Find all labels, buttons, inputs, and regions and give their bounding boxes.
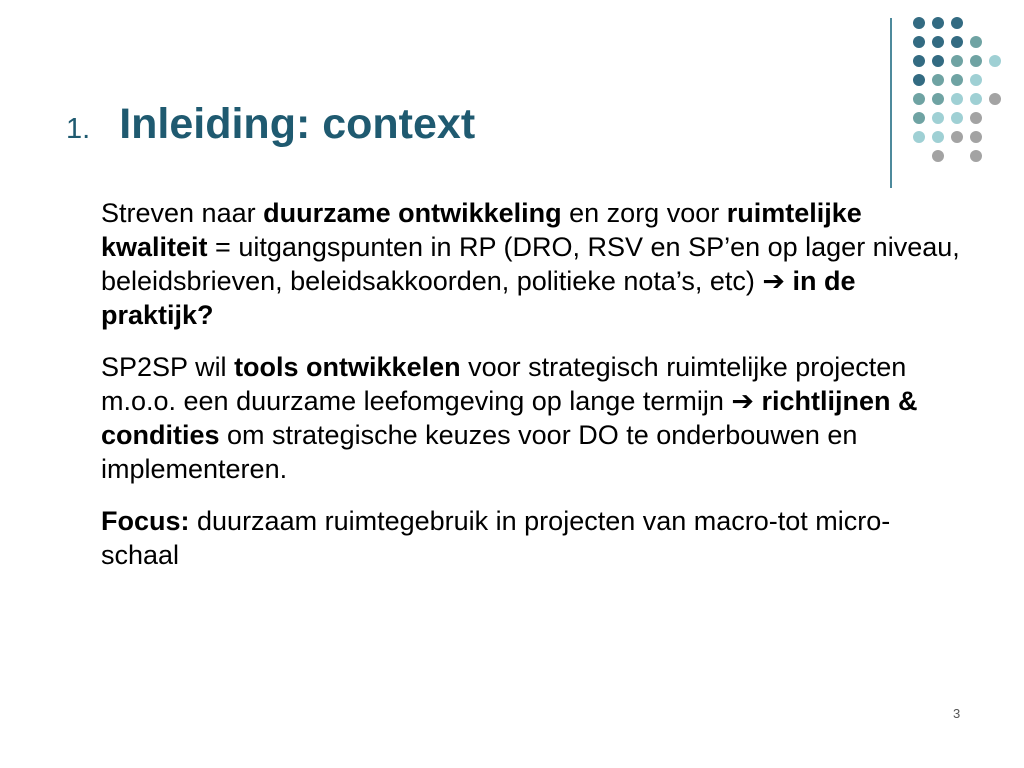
decorative-dot	[932, 112, 944, 124]
decorative-dot	[989, 55, 1001, 67]
text-fragment: duurzaam ruimtegebruik in projecten van macro-tot micro-schaal	[101, 506, 891, 570]
paragraph-focus	[101, 504, 961, 572]
decorative-dot	[932, 150, 944, 162]
text-fragment: en zorg voor	[561, 198, 727, 228]
decorative-dot	[951, 93, 963, 105]
text-fragment: SP2SP wil	[101, 352, 235, 382]
decorative-dot	[913, 55, 925, 67]
slide-page-number: 3	[953, 706, 961, 721]
decorative-dot	[970, 150, 982, 162]
text-fragment: om strategische keuzes voor DO te onderbouwen en implementeren.	[101, 420, 858, 484]
decorative-dot	[970, 74, 982, 86]
decorative-dot	[932, 131, 944, 143]
decorative-dot	[932, 93, 944, 105]
arrow-icon: ➔	[731, 386, 754, 416]
decorative-dot	[951, 17, 963, 29]
emphasis-duurzame-ontwikkeling: duurzame ontwikkeling	[263, 198, 562, 228]
decorative-dot-grid	[0, 0, 1024, 190]
decorative-dot	[913, 93, 925, 105]
decorative-dot	[932, 55, 944, 67]
decorative-dot	[951, 112, 963, 124]
decorative-dot	[932, 36, 944, 48]
decorative-dot	[970, 36, 982, 48]
emphasis-focus: Focus:	[101, 506, 190, 536]
title-number: 1.	[66, 113, 91, 145]
slide-body	[101, 196, 961, 590]
decorative-dot	[951, 55, 963, 67]
slide-title	[66, 100, 475, 149]
decorative-dot	[913, 112, 925, 124]
text-fragment: Streven naar	[101, 198, 264, 228]
emphasis-ruimtelijke-kwaliteit: ruimtelijke kwaliteit	[101, 198, 862, 262]
paragraph-context	[101, 196, 961, 332]
decorative-dot	[932, 17, 944, 29]
decorative-dot	[970, 131, 982, 143]
paragraph-sp2sp	[101, 350, 961, 486]
emphasis-in-de-praktijk: in de praktijk?	[101, 266, 856, 330]
decorative-dot	[951, 36, 963, 48]
decorative-dot	[932, 74, 944, 86]
decorative-dot	[913, 36, 925, 48]
decorative-dot	[951, 131, 963, 143]
decorative-dot	[970, 55, 982, 67]
decorative-dot	[970, 112, 982, 124]
emphasis-tools-ontwikkelen: tools ontwikkelen	[234, 352, 461, 382]
decorative-dot	[970, 93, 982, 105]
emphasis-richtlijnen-condities: richtlijnen & condities	[101, 386, 918, 450]
decorative-dot	[951, 74, 963, 86]
arrow-icon: ➔	[762, 266, 786, 296]
decorative-dot	[913, 17, 925, 29]
vertical-divider	[890, 18, 892, 188]
decorative-dot	[913, 74, 925, 86]
decorative-dot	[913, 131, 925, 143]
title-text: Inleiding: context	[119, 100, 476, 148]
text-fragment: voor strategisch ruimtelijke projecten m.o.o. een duurzame leefomgeving op lange termijn	[101, 352, 907, 416]
text-fragment: = uitgangspunten in RP (DRO, RSV en SP’en op lager niveau, beleidsbrieven, beleidsakkoorden, politieke nota’s, etc)	[101, 232, 960, 296]
decorative-dot	[989, 93, 1001, 105]
